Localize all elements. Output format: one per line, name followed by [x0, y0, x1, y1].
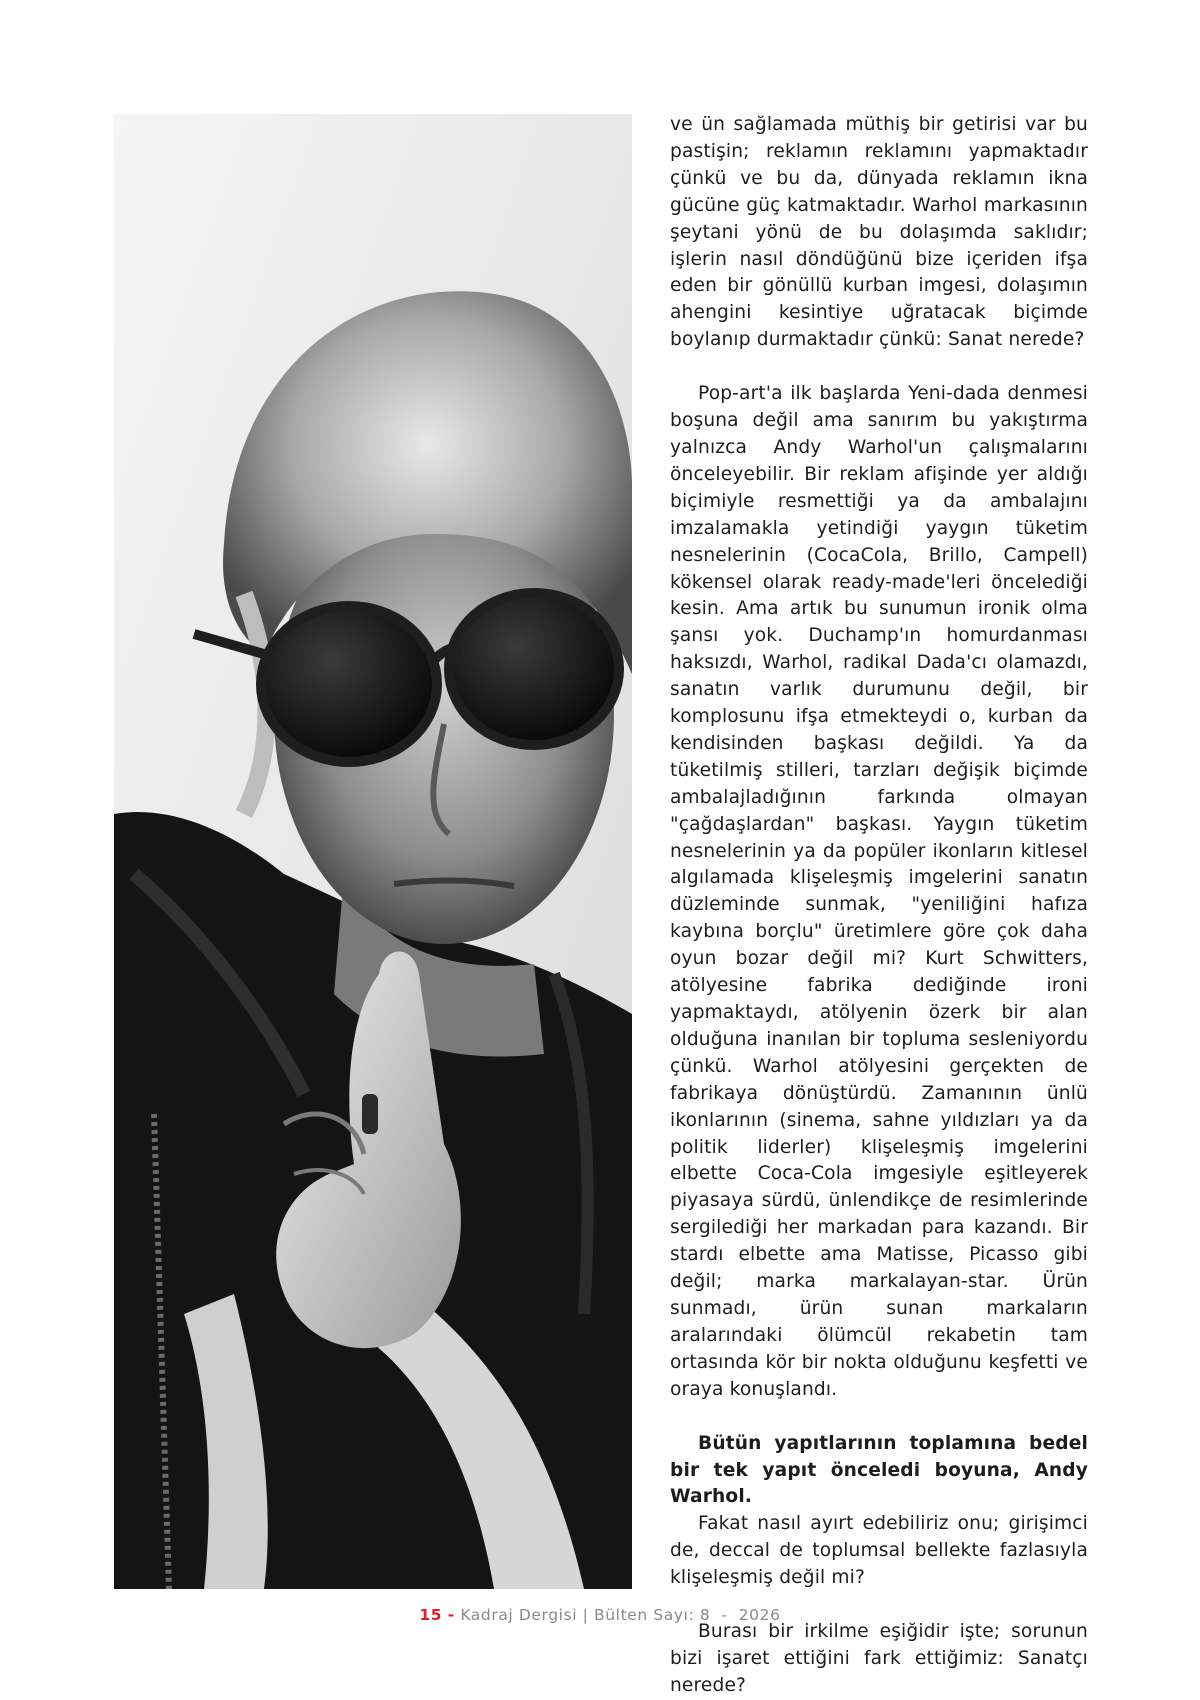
article-paragraph-4: Burası bir irkilme eşiğidir işte; sorunun bizi işaret ettiğini fark ettiğimiz: Sanatçı nerede?	[670, 1621, 1088, 1696]
page-number: 15	[419, 1606, 443, 1624]
article-body	[670, 112, 1088, 1700]
footer-dash: -	[721, 1606, 728, 1624]
portrait-photo-icon	[114, 114, 632, 1589]
footer-year: 2026	[738, 1606, 781, 1624]
magazine-name: Kadraj Dergisi | Bülten Sayı: 8	[460, 1606, 711, 1624]
article-paragraph-3: Fakat nasıl ayırt edebiliriz onu; girişimci de, deccal de toplumsal bellekte fazlasıyla klişeleşmiş değil mi?	[670, 1513, 1088, 1589]
article-paragraph-2: Pop-art'a ilk başlarda Yeni-dada denmesi boşuna değil ama sanırım bu yakıştırma yalnızca Andy Warhol'un çalışmalarını önceleyebilir. Bir reklam afişinde yer aldığı biçimiyle resmettiği ya da ambalajını imzalamakla yetindiği yaygın tüketim nesnelerinin (CocaCola, Brillo, Campell) kökensel olarak ready-made'leri öncelediği kesin. Ama artık bu sunumun ironik olma şansı yok. Duchamp'ın homurdanması haksızdı, Warhol, radikal Dada'cı olamazdı, sanatın varlık durumunu değil, bir komplosunu ifşa etmekteydi o, kurban da kendisinden başkası değildi. Ya da tüketilmiş stilleri, tarzları değişik biçimde ambalajladığının farkında olmayan "çağdaşlardan" başkası. Yaygın tüketim nesnelerinin ya da popüler ikonların kitlesel algılamada klişeleşmiş imgelerini sanatın düzleminde sunmak, "yeniliğini hafıza kaybına borçlu" üretimlere göre çok daha oyun bozar değil mi? Kurt Schwitters, atölyesine fabrika dediğinde ironi yapmaktaydı, atölyenin özerk bir alan olduğuna inanılan bir topluma sesleniyordu çünkü. Warhol atölyesini gerçekten de fabrikaya dönüştürdü. Zamanının ünlü ikonlarının (sinema, sahne yıldızları ya da politik liderler) klişeleşmiş imgelerini elbette Coca-Cola imgesiyle eşitleyerek piyasaya sürdü, ünlendikçe de resimlerinde sergilediği her markadan para kazandı. Bir stardı elbette ama Matisse, Picasso gibi değil; marka markalayan-star. Ürün sunmadı, ürün sunan markaların aralarındaki ölümcül rekabetin tam ortasında kör bir nokta olduğunu keşfetti ve oraya konuşlandı.	[670, 383, 1088, 1400]
footer-separator: -	[447, 1606, 455, 1624]
page-footer	[0, 1606, 1200, 1624]
portrait-photo	[114, 114, 632, 1589]
article-pull-quote: Bütün yapıtlarının toplamına bedel bir tek yapıt önceledi boyuna, Andy Warhol.	[670, 1432, 1088, 1508]
article-paragraph-1: ve ün sağlamada müthiş bir getirisi var bu pastişin; reklamın reklamını yapmaktadır çünkü ve bu da, dünyada reklamın ikna gücüne güç katmaktadır. Warhol markasının şeytani yönü de bu dolaşımda saklıdır; işlerin nasıl döndüğünü bize içeriden ifşa eden bir gönüllü kurban imgesi, dolaşımın ahengini kesintiye uğratacak biçimde boylanıp durmaktadır çünkü: Sanat nerede?	[670, 114, 1088, 351]
